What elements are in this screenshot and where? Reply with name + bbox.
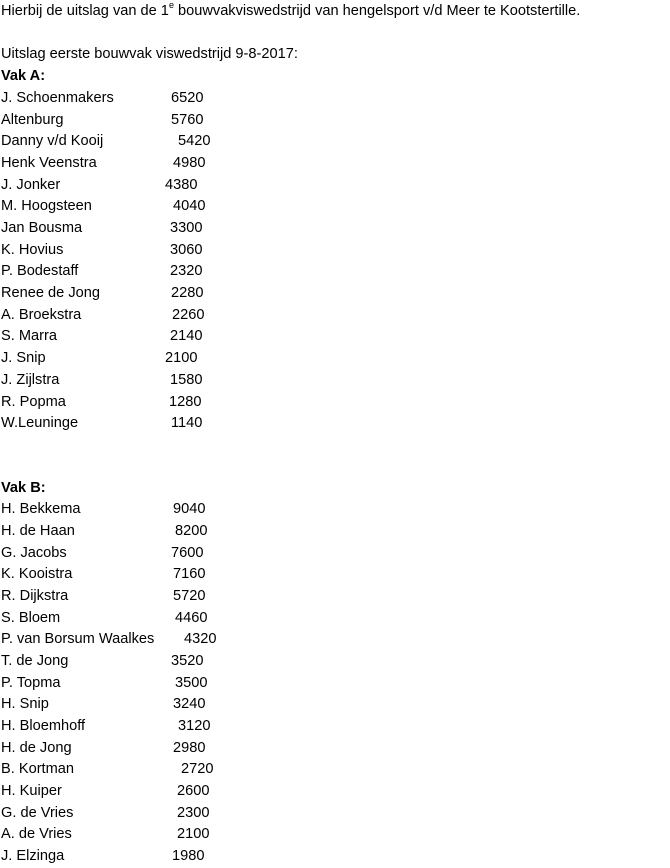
ordinal-superscript: e bbox=[168, 0, 174, 10]
competitor-score: 4040 bbox=[173, 198, 206, 214]
competitor-name: Altenburg bbox=[1, 112, 64, 128]
competitor-name: Jan Bousma bbox=[1, 220, 83, 236]
competitor-name: H. de Jong bbox=[1, 740, 72, 756]
competitor-score: 3060 bbox=[170, 242, 203, 258]
competitor-name: Danny v/d Kooij bbox=[1, 133, 104, 149]
competitor-score: 7160 bbox=[173, 566, 206, 582]
competitor-name: P. Bodestaff bbox=[1, 263, 79, 279]
competitor-score: 2280 bbox=[171, 285, 204, 301]
competitor-name: S. Bloem bbox=[1, 610, 61, 626]
competitor-score: 1280 bbox=[169, 394, 202, 410]
competitor-score: 2300 bbox=[177, 805, 210, 821]
competitor-score: 1580 bbox=[170, 372, 203, 388]
competitor-score: 2720 bbox=[181, 761, 214, 777]
competitor-name: B. Kortman bbox=[1, 761, 74, 777]
competitor-score: 4320 bbox=[184, 631, 217, 647]
competitor-score: 3300 bbox=[170, 220, 203, 236]
intro-text-start: Hierbij de uitslag van de 1 bbox=[1, 3, 169, 19]
section-heading-vak-a: Vak A: bbox=[1, 68, 46, 84]
competitor-name: P. Topma bbox=[1, 675, 61, 691]
competitor-score: 1980 bbox=[172, 848, 205, 864]
competitor-name: K. Kooistra bbox=[1, 566, 73, 582]
competitor-name: H. Kuiper bbox=[1, 783, 62, 799]
competitor-name: H. Snip bbox=[1, 696, 49, 712]
competitor-score: 2140 bbox=[170, 328, 203, 344]
competitor-score: 2320 bbox=[170, 263, 203, 279]
competitor-name: A. de Vries bbox=[1, 826, 72, 842]
competitor-name: J. Elzinga bbox=[1, 848, 65, 864]
competitor-name: J. Zijlstra bbox=[1, 372, 60, 388]
intro-text bbox=[1, 2, 580, 20]
competitor-name: J. Jonker bbox=[1, 177, 61, 193]
competitor-score: 5420 bbox=[178, 133, 211, 149]
competitor-score: 3500 bbox=[175, 675, 208, 691]
competitor-name: W.Leuninge bbox=[1, 415, 79, 431]
competitor-name: H. Bloemhoff bbox=[1, 718, 86, 734]
competitor-score: 1140 bbox=[171, 415, 203, 431]
competitor-name: G. de Vries bbox=[1, 805, 74, 821]
competitor-score: 2100 bbox=[165, 350, 198, 366]
competitor-name: A. Broekstra bbox=[1, 307, 82, 323]
competitor-score: 3240 bbox=[173, 696, 206, 712]
competitor-score: 2260 bbox=[172, 307, 205, 323]
competitor-score: 2980 bbox=[173, 740, 206, 756]
competitor-score: 2100 bbox=[177, 826, 210, 842]
competitor-score: 8200 bbox=[175, 523, 208, 539]
competitor-score: 2600 bbox=[177, 783, 210, 799]
competitor-name: Henk Veenstra bbox=[1, 155, 97, 171]
competitor-score: 3520 bbox=[171, 653, 204, 669]
competitor-name: S. Marra bbox=[1, 328, 57, 344]
competitor-name: P. van Borsum Waalkes bbox=[1, 631, 155, 647]
competitor-name: G. Jacobs bbox=[1, 545, 67, 561]
competitor-name: H. Bekkema bbox=[1, 501, 81, 517]
competitor-score: 9040 bbox=[173, 501, 206, 517]
competitor-score: 4460 bbox=[175, 610, 208, 626]
competitor-name: R. Dijkstra bbox=[1, 588, 69, 604]
competitor-name: T. de Jong bbox=[1, 653, 69, 669]
competitor-name: M. Hoogsteen bbox=[1, 198, 92, 214]
competitor-score: 4980 bbox=[173, 155, 206, 171]
competitor-score: 4380 bbox=[165, 177, 198, 193]
competitor-score: 7600 bbox=[171, 545, 204, 561]
competitor-name: J. Snip bbox=[1, 350, 46, 366]
competitor-score: 6520 bbox=[171, 90, 204, 106]
competitor-name: R. Popma bbox=[1, 394, 66, 410]
competitor-score: 3120 bbox=[178, 718, 211, 734]
section-heading-vak-b: Vak B: bbox=[1, 480, 46, 496]
competitor-name: H. de Haan bbox=[1, 523, 75, 539]
competitor-name: K. Hovius bbox=[1, 242, 64, 258]
competitor-name: Renee de Jong bbox=[1, 285, 100, 301]
results-subtitle: Uitslag eerste bouwvak viswedstrijd 9-8-2017: bbox=[1, 46, 298, 62]
competitor-score: 5760 bbox=[171, 112, 204, 128]
competitor-score: 5720 bbox=[173, 588, 206, 604]
competitor-name: J. Schoenmakers bbox=[1, 90, 114, 106]
intro-text-end: bouwvakviswedstrijd van hengelsport v/d Meer te Kootstertille. bbox=[173, 3, 581, 19]
